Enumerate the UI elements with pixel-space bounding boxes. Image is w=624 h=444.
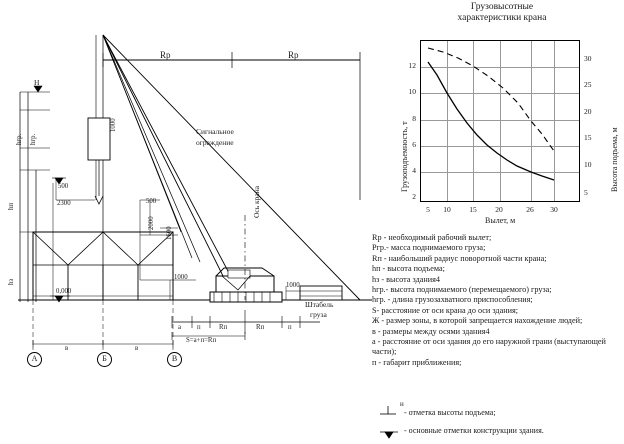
chart-ylabel-left: Грузоподъемность, т [400,121,409,192]
chart-ytick-right-5: 5 [584,188,588,197]
dim-label-rp1: Rп [219,324,228,331]
legend-item-8: Ж - размер зоны, в которой запрещается нахождение людей; [372,316,583,326]
axis-node-v: В [167,352,182,367]
legend-marker-note-1: - отметка высоты подъема; [404,408,496,417]
chart-title [402,2,602,24]
label-rp-left: Rp [160,50,171,60]
dim-formula-s: S=a+п=Rп [186,337,217,344]
dim-2000: 2000 [148,216,155,230]
chart-xtick-26: 26 [526,205,534,214]
dim-label-a: а [178,324,182,331]
legend-item-2: Rп - наибольший радиус поворотной части крана; [372,253,547,263]
chart-ytick-left-12: 12 [408,61,416,70]
dim-label-p2: п [288,324,292,331]
label-signal-fence-line1: Сигнальное [196,127,234,136]
legend-item-5: hгр.- высота поднимаемого (перемещаемого) груза; [372,285,552,295]
mark-zero: 0,000 [56,288,72,295]
dim-1600: 1600 [166,226,173,240]
dim-span-b1: в [65,345,69,352]
label-rp-right: Rp [288,50,299,60]
dim-500-left: 500 [58,183,69,190]
chart-ytick-right-10: 10 [584,160,592,169]
axis-node-a: А [27,352,42,367]
dim-1000-boom: 1000 [174,274,188,281]
label-stack-line2: груза [310,310,327,319]
dim-label-rp2: Rп [256,324,265,331]
legend-item-4: hз - высота здания4 [372,274,441,284]
chart-ylabel-right: Высота подъема, м [610,127,619,192]
series-height-line [428,48,554,151]
chart-ytick-left-10: 10 [408,87,416,96]
legend-item-1: Ргр.- масса поднимаемого груза; [372,243,486,253]
chart-plot-area [420,40,580,202]
legend-item-10: а - расстояние от оси здания до его наружной грани (выступающей части); [372,337,606,357]
chart-ytick-right-15: 15 [584,133,592,142]
legend-list [372,233,620,368]
label-hp: hп [8,202,15,210]
legend-item-11: п - габарит приближения; [372,357,462,367]
chart-curves [421,41,579,201]
legend-item-6: hгр. - длина грузозахватного приспособления; [372,295,533,305]
legend-item-3: hп - высота подъема; [372,264,445,274]
chart-xtick-10: 10 [443,205,451,214]
dim-1000-hoist: 1000 [110,118,117,132]
chart-ytick-left-4: 4 [412,166,416,175]
label-hgr-1: hгр. [16,133,23,145]
label-signal-fence-line2: ограждение [196,138,234,147]
label-hz: hз [8,278,15,285]
chart-ytick-left-6: 6 [412,140,416,149]
chart-title-line2: характеристики крана [457,13,547,23]
chart-ytick-left-8: 8 [412,114,416,123]
chart-xtick-15: 15 [469,205,477,214]
dim-label-p1: п [197,324,201,331]
series-capacity-line [428,62,554,180]
dim-500-boom: 500 [146,198,157,205]
chart-title-line1: Грузовысотные [470,2,534,12]
legend-item-0: Rp - необходимый рабочий вылет; [372,233,492,242]
load-chart-panel [372,2,622,230]
chart-ytick-left-2: 2 [412,192,416,201]
mark-h: Н [34,78,40,87]
legend-marker-note-2: - основные отметки конструкции здания. [404,426,544,435]
chart-xtick-20: 20 [495,205,503,214]
label-hgr-2: hгр. [30,133,37,145]
legend-marker-symbol-1: н [400,400,404,408]
chart-ytick-right-30: 30 [584,54,592,63]
chart-xlabel: Вылет, м [485,216,516,225]
dim-1000-stack: 1000 [286,282,300,289]
chart-ytick-right-25: 25 [584,80,592,89]
dim-2300: 2300 [57,200,71,207]
legend-item-9: в - размеры между осями здания4 [372,326,490,336]
label-stack-line1: Штабель [305,300,334,309]
chart-xtick-5: 5 [426,205,430,214]
chart-xtick-30: 30 [550,205,558,214]
label-crane-axis: Ось крана [252,185,261,218]
chart-ytick-right-20: 20 [584,107,592,116]
legend-item-7: S- расстояние от оси крана до оси здания; [372,305,519,315]
axis-node-b: Б [97,352,112,367]
dim-span-b2: в [135,345,139,352]
